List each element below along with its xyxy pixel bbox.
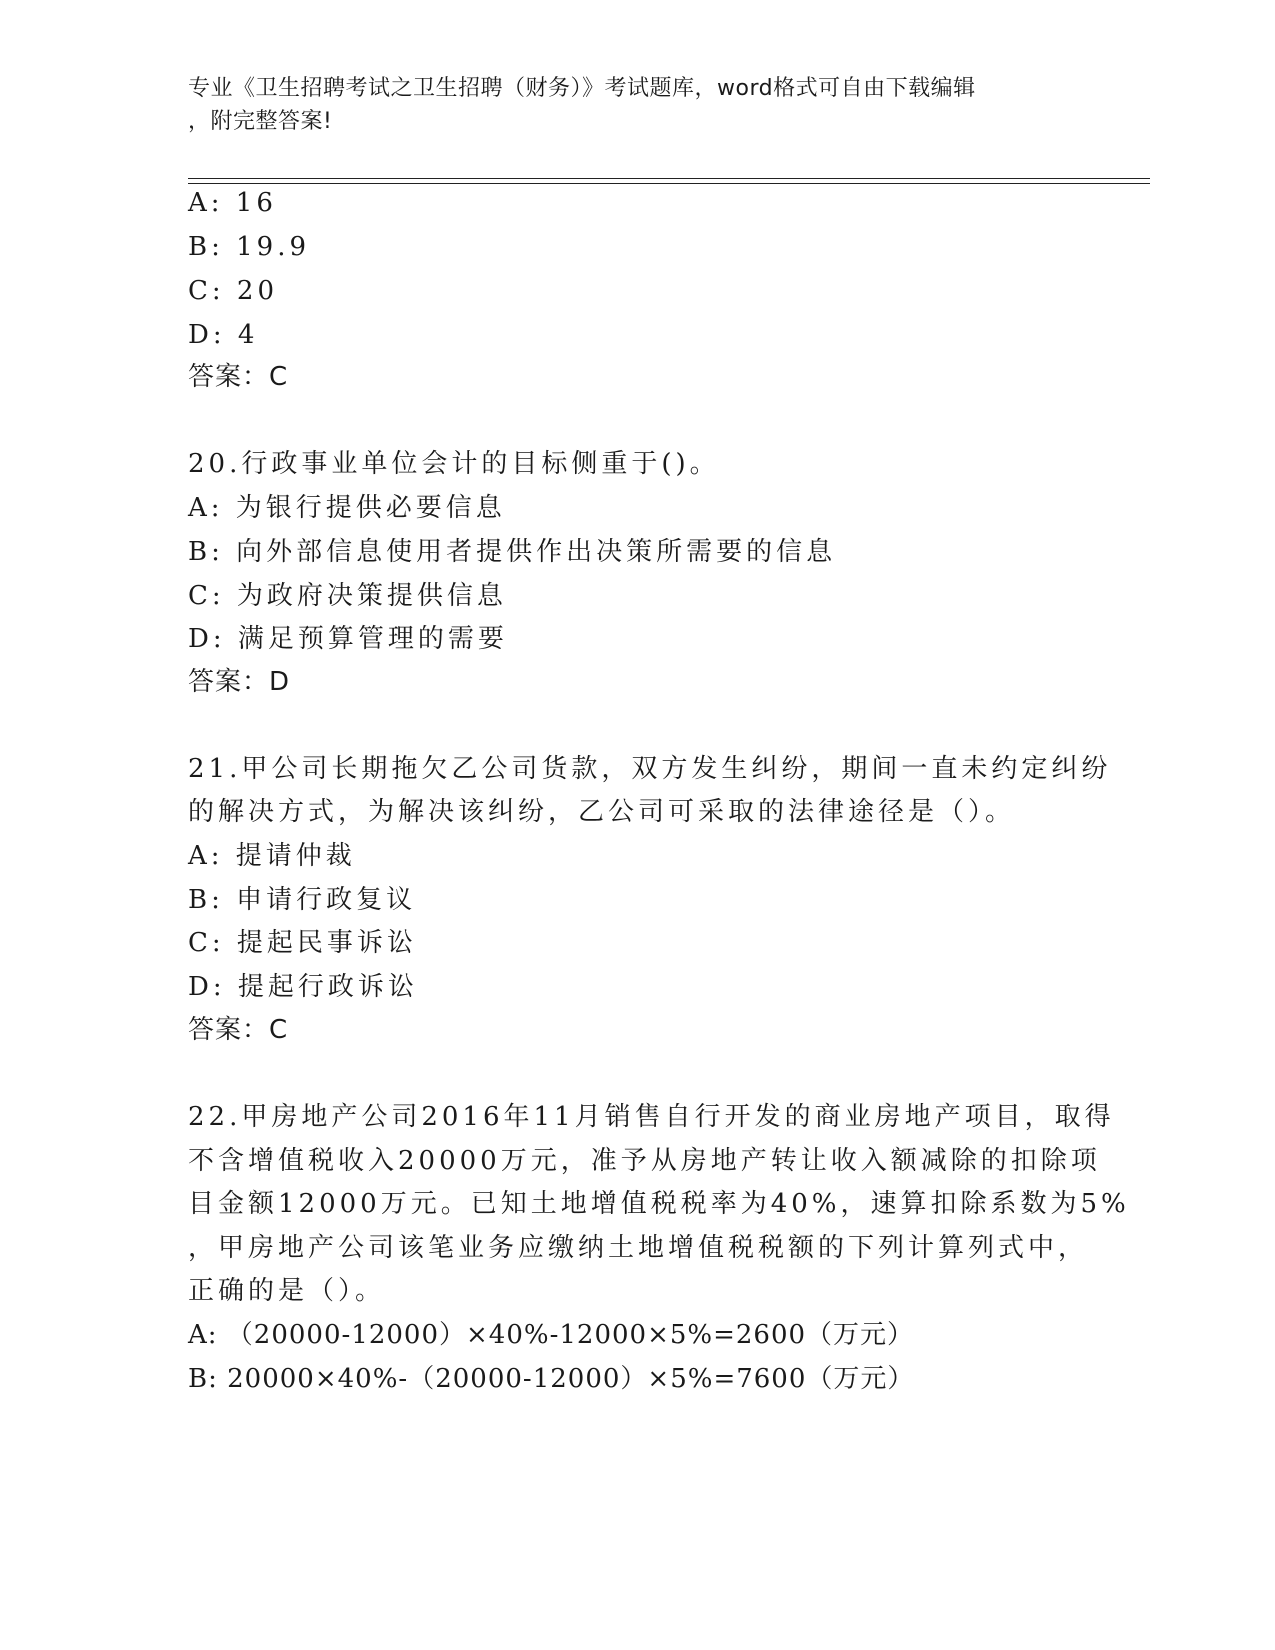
q19-option-b: B: 19.9: [188, 232, 311, 262]
q20-option-b: B: 向外部信息使用者提供作出决策所需要的信息: [188, 537, 837, 567]
q19-answer: 答案：C: [188, 362, 289, 392]
q21-option-d: D: 提起行政诉讼: [188, 972, 418, 1002]
header-rule-top: [188, 178, 1150, 179]
q20-option-d: D: 满足预算管理的需要: [188, 624, 508, 654]
q22-stem-line-2: 不含增值税收入20000万元，准予从房地产转让收入额减除的扣除项: [188, 1146, 1101, 1176]
q21-option-c: C: 提起民事诉讼: [188, 928, 417, 958]
q22-stem-line-1: 22.甲房地产公司2016年11月销售自行开发的商业房地产项目，取得: [188, 1102, 1115, 1132]
q22-option-b: B: 20000×40%-（20000-12000）×5%=7600（万元）: [188, 1364, 915, 1394]
q19-option-d: D: 4: [188, 320, 259, 350]
q22-stem-line-3: 目金额12000万元。已知土地增值税税率为40%，速算扣除系数为5%: [188, 1189, 1130, 1219]
q20-stem: 20.行政事业单位会计的目标侧重于()。: [188, 449, 720, 479]
q22-stem-line-5: 正确的是（）。: [188, 1276, 386, 1306]
header-line-1: 专业《卫生招聘考试之卫生招聘（财务）》考试题库，word格式可自由下载编辑: [188, 76, 976, 101]
q22-option-a: A: （20000-12000）×40%-12000×5%=2600（万元）: [188, 1320, 915, 1350]
q19-option-c: C: 20: [188, 276, 279, 306]
q21-answer: 答案：C: [188, 1015, 289, 1045]
q20-option-c: C: 为政府决策提供信息: [188, 581, 507, 611]
page-header: [188, 72, 1068, 138]
q21-option-b: B: 申请行政复议: [188, 885, 417, 915]
q19-option-a: A: 16: [188, 188, 277, 218]
q22-stem-line-4: ，甲房地产公司该笔业务应缴纳土地增值税税额的下列计算列式中，: [188, 1233, 1089, 1263]
q21-option-a: A: 提请仲裁: [188, 841, 356, 871]
q21-stem-line-2: 的解决方式，为解决该纠纷，乙公司可采取的法律途径是（）。: [188, 797, 1016, 827]
header-rule-bottom: [188, 183, 1150, 184]
q21-stem-line-1: 21.甲公司长期拖欠乙公司货款，双方发生纠纷，期间一直未约定纠纷: [188, 754, 1112, 784]
q20-option-a: A: 为银行提供必要信息: [188, 493, 506, 523]
q20-answer: 答案：D: [188, 667, 291, 697]
header-line-2: ，附完整答案!: [188, 109, 333, 134]
